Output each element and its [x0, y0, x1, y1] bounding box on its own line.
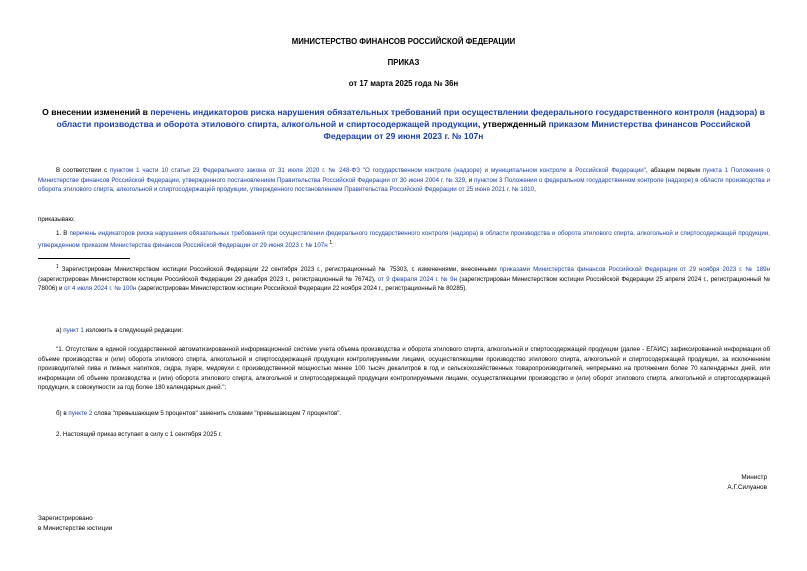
title-link-perechen[interactable]: перечень индикаторов риска нарушения обязательных требований при осуществлении федерального государственного контроля (надзора) в области производства и оборота этилового спирта, алкогольной и спиртосодержащей продукции — [56, 107, 765, 129]
prikazyvayu: приказываю: — [38, 216, 75, 223]
preamble-text-1: В соответствии с — [56, 167, 111, 174]
ministry-name: МИНИСТЕРСТВО ФИНАНСОВ РОССИЙСКОЙ ФЕДЕРАЦИИ — [291, 37, 516, 46]
footnote-text-3: (зарегистрирован Министерством юстиции Российской Федерации 25 апреля 2024 г., регистрационный № 78006) и — [38, 275, 770, 293]
item-2: 2. Настоящий приказ вступает в силу с 1 сентября 2025 г. — [56, 431, 222, 438]
item-1-link-perechen[interactable]: перечень индикаторов риска нарушения обязательных требований при осуществлении федерального государственного контроля (надзора) в области производства и оборота этилового спирта, алкогольной и спиртосодержащей продукции, утвержденном — [38, 230, 770, 249]
preamble-link-law[interactable]: пунктом 1 части 10 статьи 23 Федерального закона от 31 июля 2020 г. № 248-ФЗ "О государственном контроле (надзоре) и муниципальном контроле в Российской Федерации" — [110, 167, 646, 174]
footnote-text-4: (зарегистрирован Министерством юстиции Российской Федерации 22 ноября 2024 г., регистрационный № 80285). — [136, 285, 468, 293]
item-a — [38, 326, 770, 336]
preamble-link-polozhenie-kontrol[interactable]: пунктом 3 Положения о федеральном государственном контроле (надзоре) в области производства и оборота этилового спирта, алкогольной и спиртосодержащей продукции, утвержденного постановлением Правительства Российской Федерации от 25 июня 2021 г. № 1010 — [38, 176, 770, 194]
item-b-text-2: слова "превышающем 5 процентов" заменить словами "превышающем 7 процентов". — [92, 410, 342, 417]
preamble-text-2: , абзацем первым — [645, 167, 703, 174]
registration-line-2: в Министерстве юстиции — [38, 525, 113, 532]
title-text-1: О внесении изменений в — [42, 107, 151, 117]
item-1-text-1: 1. В — [56, 230, 70, 237]
item-1-text-3: : — [332, 241, 334, 249]
item-b-text-1: б) в — [56, 410, 69, 417]
preamble-link-polozhenie-minfin[interactable]: пункта 1 Положения о Министерстве финансов Российской Федерации, утвержденного постановлением Правительства Российской Федерации от 30 июня 2004 г. № 329 — [38, 167, 770, 184]
item-1 — [38, 229, 770, 250]
signature-position: Министр — [741, 474, 767, 481]
document-type: ПРИКАЗ — [387, 58, 420, 67]
title-text-2: , утвержденный — [477, 119, 549, 129]
footnote-text-2: (зарегистрирован Министерством юстиции Российской Федерации 29 декабря 2023 г., регистрационный № 76742), — [38, 275, 378, 283]
item-a-new-wording: "1. Отсутствие в единой государственной автоматизированной информационной системе учета объема производства и оборота этилового спирта, алкогольной и спиртосодержащей продукции (далее - ЕГАИС) зафиксированной информации об объеме производства и (или) оборота этилового спирта, алкогольной и спиртосодержащей продукции контролируемыми лицами, осуществляющими производство этилового спирта, алкогольной и спиртосодержащей продукции, за исключением производителей пива и пивных напитков, сидра, пуаре, медовухи с производственной мощностью менее 100 тысяч декалитров в год и сельскохозяйственных товаропроизводителей, непрерывно на протяжении более 70 календарных дней, или информации об объеме производства и (или) оборота этилового спирта, алкогольной и спиртосодержащей продукции контролируемыми лицами, осуществляющими производство и (или) оборот этилового спирта, алкогольной и спиртосодержащей продукции, в совокупности за год более 180 календарных дней."; — [38, 346, 770, 392]
registration-line-1: Зарегистрировано — [38, 515, 93, 522]
document-date-number: от 17 марта 2025 года № 36н — [348, 79, 459, 88]
item-a-text-1: а) — [56, 327, 64, 334]
preamble — [38, 166, 770, 195]
footnote-divider — [38, 258, 130, 259]
footnote-link-prikaz-189n[interactable]: приказами Министерства финансов Российской Федерации от 29 ноября 2023 г. № 189н — [499, 266, 770, 274]
document-title — [36, 106, 771, 142]
footnote-ref-1[interactable]: 1 — [329, 239, 333, 246]
footnote-text-1: Зарегистрирован Министерством юстиции Российской Федерации 22 сентября 2023 г., регистрационный № 75303, с изменениями, внесенными — [58, 266, 500, 274]
item-1-link-prikaz[interactable]: приказом Министерства финансов Российской Федерации от 29 июня 2023 г. № 107н — [81, 241, 328, 249]
preamble-text-4: , — [534, 186, 536, 194]
footnote-1 — [38, 263, 770, 294]
footnote-link-prikaz-100n[interactable]: от 4 июля 2024 г. № 100н — [64, 285, 137, 293]
footnote-link-prikaz-9n[interactable]: от 9 февраля 2024 г. № 9н — [377, 275, 458, 283]
item-b-link-punkt-2[interactable]: пункте 2 — [68, 410, 93, 417]
signature-name: А.Г.Силуанов — [727, 484, 767, 491]
item-a-text-2: изложить в следующей редакции: — [83, 327, 183, 334]
footnote-mark: 1 — [56, 264, 59, 270]
item-a-link-punkt-1[interactable]: пункт 1 — [63, 327, 84, 334]
preamble-text-3: , и — [465, 176, 475, 184]
item-b — [38, 409, 770, 419]
title-link-prikaz[interactable]: приказом Министерства финансов Российской Федерации от 29 июня 2023 г. № 107н — [323, 119, 751, 141]
